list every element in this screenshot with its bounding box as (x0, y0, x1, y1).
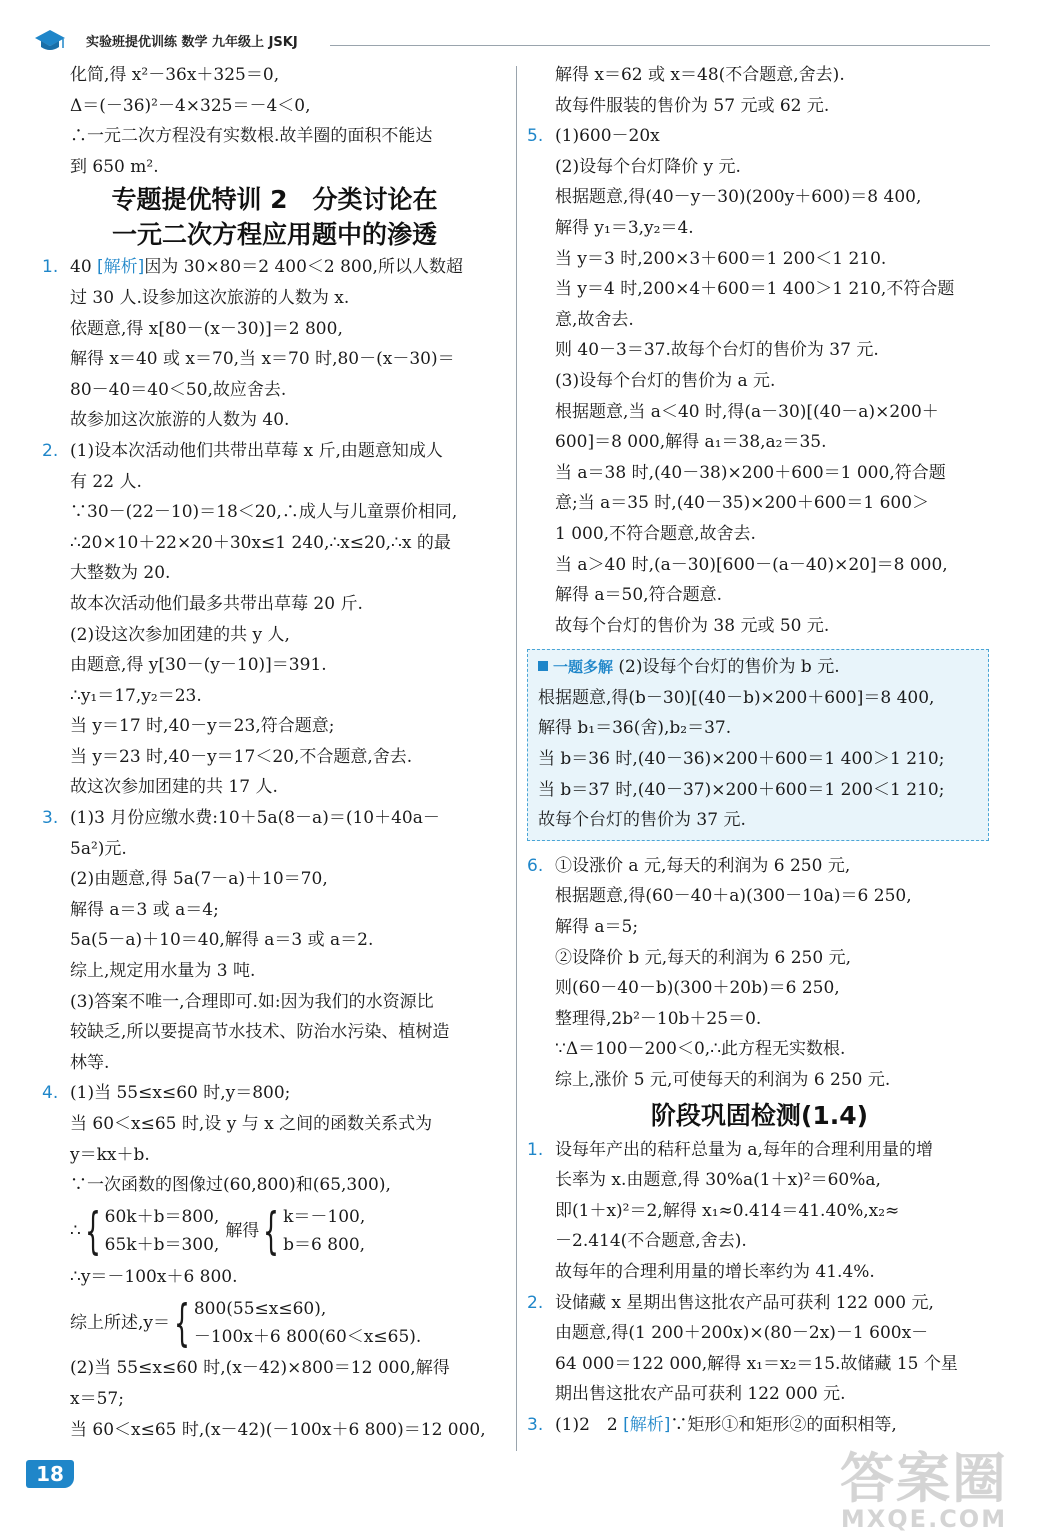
watermark-url: MXQE.COM (840, 1505, 1008, 1533)
answer-line: 依题意,得 x[80－(x－30)]＝2 800, (70, 318, 343, 339)
section-title-line-1: 专题提优特训 2 分类讨论在 (111, 185, 438, 215)
answer-line: 则(60－40－b)(300＋20b)＝6 250, (555, 978, 840, 999)
answer-line: 根据题意,得(40－y－30)(200y＋600)＝8 400, (555, 187, 922, 208)
answer-line: 故每件服装的售价为 57 元或 62 元. (555, 95, 830, 116)
question-number: 3. (42, 808, 59, 829)
equation-system (70, 1201, 507, 1262)
answer-line: 故参加这次旅游的人数为 40. (70, 410, 290, 431)
question-number: 2. (42, 440, 59, 461)
answer-line: ②设降价 b 元,每天的利润为 6 250 元, (555, 947, 851, 968)
answer-line: ∵30－(22－10)＝18＜20,∴成人与儿童票价相同, (70, 502, 458, 523)
answer-text: 设储藏 x 星期出售这批农产品可获利 122 000 元, (555, 1292, 934, 1313)
answer-line: (3)答案不唯一,合理即可.如:因为我们的水资源比 (70, 991, 434, 1012)
alternative-solution-box (527, 649, 989, 841)
piecewise-function (70, 1292, 507, 1353)
answer-line: 80－40＝40＜50,故应舍去. (70, 379, 287, 400)
answer-line: ∵Δ＝100－200＜0,∴此方程无实数根. (555, 1039, 846, 1060)
answer-text: 设每年产出的秸秆总量为 a,每年的合理利用量的增 (555, 1139, 933, 1160)
left-brace: { (263, 1202, 280, 1261)
answer-line: 故每年的合理利用量的增长率约为 41.4%. (555, 1261, 875, 1282)
answer-line: 长率为 x.由题意,得 30%a(1＋x)²＝60%a, (555, 1170, 881, 1191)
answer-text: (1)当 55≤x≤60 时,y＝800; (70, 1083, 291, 1104)
answer-line: 综上,涨价 5 元,可使每天的利润为 6 250 元. (555, 1070, 891, 1090)
answer-line: ∴一元二次方程没有实数根.故羊圈的面积不能达 (70, 126, 433, 147)
question-4 (42, 1078, 507, 1445)
answer-line: 当 y＝23 时,40－y＝17＜20,不合题意,舍去. (70, 746, 413, 767)
answer-line: ∴20×10＋22×20＋30x≤1 240,∴x≤20,∴x 的最 (70, 532, 451, 553)
equation-line: 65k＋b＝300, (104, 1235, 220, 1256)
answer-line: 意,故舍去. (555, 309, 634, 330)
answer-line: (2)当 55≤x≤60 时,(x－42)×800＝12 000,解得 (70, 1358, 450, 1379)
answer-line: 有 22 人. (70, 471, 142, 492)
left-column (42, 60, 507, 1445)
watermark-text: 答案圈 (840, 1447, 1008, 1510)
analysis-tag: [解析] (623, 1414, 671, 1435)
answer-line: 解得 a＝5; (555, 917, 639, 938)
left-brace: { (84, 1202, 101, 1261)
piecewise-case: 800(55≤x≤60), (193, 1298, 327, 1319)
answer-line: 当 a＞40 时,(a－30)[600－(a－40)×20]＝8 000, (555, 554, 948, 575)
header-rule (330, 45, 990, 46)
question-number: 2. (527, 1292, 544, 1313)
question-number: 1. (42, 257, 59, 278)
analysis-tag: [解析] (97, 257, 145, 278)
answer-text: (1)设本次活动他们共带出草莓 x 斤,由题意知成人 (70, 440, 443, 461)
answer-line: 当 a＝38 时,(40－38)×200＋600＝1 000,符合题 (555, 462, 946, 483)
answer-line: 当 b＝37 时,(40－37)×200＋600＝1 200＜1 210; (538, 779, 945, 800)
answer-line: 根据题意,当 a＜40 时,得(a－30)[(40－a)×200＋ (555, 401, 939, 422)
answer-line: 当 y＝17 时,40－y＝23,符合题意; (70, 716, 335, 737)
answer-line: 当 60＜x≤65 时,(x－42)(－100x＋6 800)＝12 000, (70, 1419, 486, 1440)
question-number: 3. (527, 1414, 544, 1435)
question-6 (527, 851, 992, 1096)
answer-line: Δ＝(－36)²－4×325＝－4＜0, (70, 95, 311, 116)
answer-line: 600]＝8 000,解得 a₁＝38,a₂＝35. (555, 432, 827, 453)
answer-line: 到 650 m². (70, 156, 159, 177)
answer-line: (2)设这次参加团建的共 y 人, (70, 624, 290, 645)
answer-line: 解得 b₁＝36(舍),b₂＝37. (538, 718, 732, 739)
answer-line: 由题意,得 y[30－(y－10)]＝391. (70, 655, 327, 676)
answer-line: 64 000＝122 000,解得 x₁＝x₂＝15.故储藏 15 个星 (555, 1353, 958, 1374)
piecewise-case: －100x＋6 800(60＜x≤65). (193, 1326, 422, 1347)
answer-line: 根据题意,得(b－30)[(40－b)×200＋600]＝8 400, (538, 687, 935, 708)
answer-line: 当 y＝3 时,200×3＋600＝1 200＜1 210. (555, 248, 887, 269)
answer-text: (1)600－20x (555, 126, 660, 147)
answer-line: 5a²)元. (70, 838, 127, 859)
answer-line: (3)设每个台灯的售价为 a 元. (555, 370, 776, 391)
answer-line: 根据题意,得(60－40＋a)(300－10a)＝6 250, (555, 886, 912, 907)
answer-line: (2)由题意,得 5a(7－a)＋10＝70, (70, 869, 328, 890)
multi-solution-tag (538, 652, 613, 683)
answer-line: 综上,规定用水量为 3 吨. (70, 961, 256, 982)
answer-text: ∵矩形①和矩形②的面积相等, (670, 1414, 897, 1435)
answer-text: (2)设每个台灯的售价为 b 元. (618, 657, 840, 678)
answer-line: 意;当 a＝35 时,(40－35)×200＋600＝1 600＞ (555, 493, 930, 514)
answer-line: 故每个台灯的售价为 37 元. (538, 810, 746, 831)
answer-line: 当 60＜x≤65 时,设 y 与 x 之间的函数关系式为 (70, 1114, 433, 1134)
answer-line: 解得 x＝62 或 x＝48(不合题意,舍去). (555, 65, 845, 85)
answer-line: 故这次参加团建的共 17 人. (70, 777, 278, 798)
stage-question-2 (527, 1288, 992, 1410)
page-number: 18 (26, 1460, 74, 1488)
answer-line: 当 b＝36 时,(40－36)×200＋600＝1 400＞1 210; (538, 749, 945, 770)
answer-line: 化简,得 x²－36x＋325＝0, (70, 65, 280, 85)
question-number: 4. (42, 1083, 59, 1104)
answer-text: (1)3 月份应缴水费:10＋5a(8－a)＝(10＋40a－ (70, 808, 440, 829)
stage-question-1 (527, 1135, 992, 1288)
equation-line: 60k＋b＝800, (104, 1207, 220, 1228)
section-title-stage-test: 阶段巩固检测(1.4) (650, 1100, 869, 1130)
section-title-special-training (42, 182, 507, 252)
answer-line: 故本次活动他们最多共带出草莓 20 斤. (70, 593, 363, 614)
watermark-logo (840, 1436, 1008, 1533)
question-1 (42, 252, 507, 436)
answer-text: 40 (70, 257, 98, 278)
answer-line: ∴y＝－100x＋6 800. (70, 1266, 238, 1287)
answer-line: 解得 a＝3 或 a＝4; (70, 899, 219, 920)
answer-line: 过 30 人.设参加这次旅游的人数为 x. (70, 287, 350, 308)
answer-line: 解得 a＝50,符合题意. (555, 585, 722, 606)
solve-label: 解得 (225, 1220, 260, 1241)
answer-line: (2)设每个台灯降价 y 元. (555, 156, 741, 177)
answer-line: 由题意,得(1 200＋200x)×(80－2x)－1 600x－ (555, 1323, 929, 1344)
answer-line: 则 40－3＝37.故每个台灯的售价为 37 元. (555, 340, 879, 361)
answer-line: 大整数为 20. (70, 563, 171, 584)
answer-line: 整理得,2b²－10b＋25＝0. (555, 1008, 762, 1029)
answer-line: y＝kx＋b. (70, 1144, 150, 1165)
answer-line: 林等. (70, 1052, 110, 1073)
answer-line: 1 000,不符合题意,故舍去. (555, 523, 756, 544)
answer-line: －2.414(不合题意,舍去). (555, 1231, 747, 1252)
answer-text: 因为 30×80＝2 400＜2 800,所以人数超 (144, 257, 463, 278)
graduation-cap-icon (34, 28, 66, 54)
answer-line: 较缺乏,所以要提高节水技术、防治水污染、植树造 (70, 1022, 450, 1043)
answer-text: (1)2 2 (555, 1414, 624, 1435)
answer-line: 即(1＋x)²＝2,解得 x₁≈0.414＝41.40%,x₂≈ (555, 1200, 900, 1221)
answer-line: ∵一次函数的图像过(60,800)和(65,300), (70, 1175, 391, 1196)
question-3 (42, 803, 507, 1078)
intro-block (42, 60, 507, 182)
answer-text: ①设涨价 a 元,每天的利润为 6 250 元, (555, 855, 851, 876)
left-brace: { (173, 1293, 190, 1352)
question-5 (527, 121, 992, 641)
question-number: 1. (527, 1139, 544, 1160)
column-divider (516, 66, 517, 1451)
multi-solution-label: 一题多解 (553, 658, 614, 677)
answer-line: 期出售这批农产品可获利 122 000 元. (555, 1384, 846, 1405)
therefore-symbol: ∴ (70, 1220, 81, 1241)
question-2 (42, 436, 507, 803)
answer-line: x＝57; (70, 1388, 124, 1409)
square-icon (538, 661, 548, 671)
page-header (30, 26, 990, 56)
solution-line: b＝6 800, (283, 1235, 366, 1256)
question-number: 6. (527, 855, 544, 876)
answer-line: 解得 y₁＝3,y₂＝4. (555, 217, 694, 238)
answer-line: 故每个台灯的售价为 38 元或 50 元. (555, 615, 830, 636)
book-title: 实验班提优训练 数学 九年级上 JSKJ (86, 35, 298, 50)
answer-line: 解得 x＝40 或 x＝70,当 x＝70 时,80－(x－30)＝ (70, 349, 455, 370)
answer-line: 5a(5－a)＋10＝40,解得 a＝3 或 a＝2. (70, 930, 374, 951)
solution-line: k＝－100, (283, 1207, 366, 1228)
right-column (527, 60, 992, 1441)
piecewise-prefix: 综上所述,y＝ (70, 1312, 171, 1333)
answer-line: 当 y＝4 时,200×4＋600＝1 400＞1 210,不符合题 (555, 279, 955, 300)
question-number: 5. (527, 126, 544, 147)
section-title-line-2: 一元二次方程应用题中的渗透 (111, 220, 437, 250)
answer-line: ∴y₁＝17,y₂＝23. (70, 685, 202, 706)
